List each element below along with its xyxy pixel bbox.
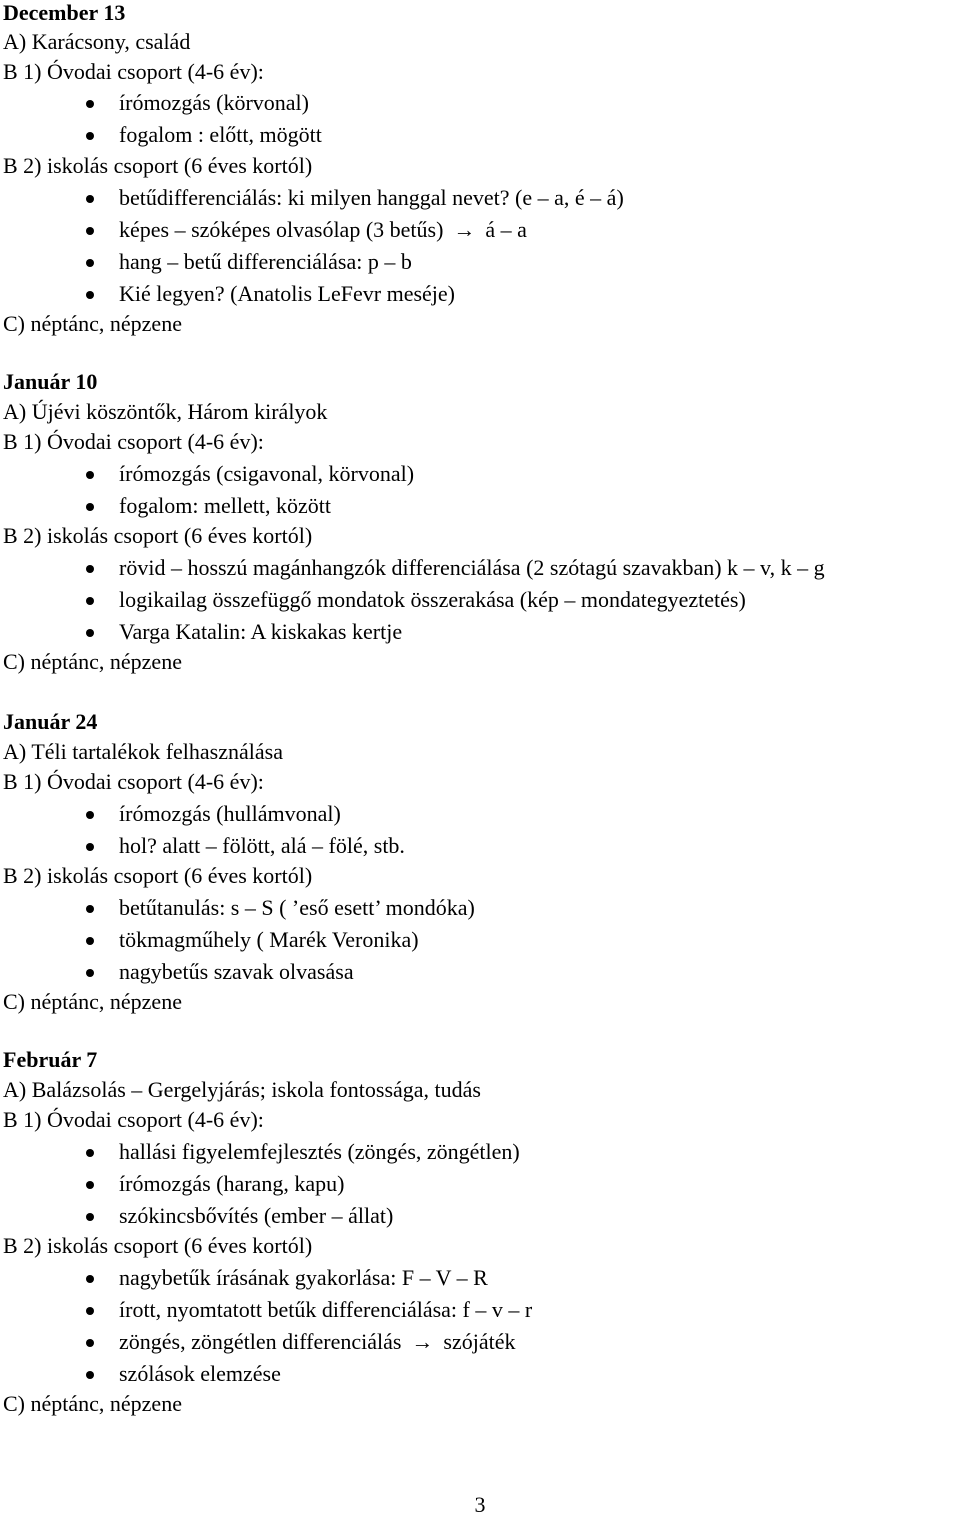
bullet-icon bbox=[86, 227, 94, 235]
bullet-text: zöngés, zöngétlen differenciálás bbox=[119, 1329, 402, 1354]
bullet-text: hang – betű differenciálása: p – b bbox=[119, 249, 412, 274]
bullet-icon bbox=[86, 132, 94, 140]
bullet-text: képes – szóképes olvasólap (3 betűs) bbox=[119, 217, 444, 242]
school-group-label: B 2) iskolás csoport (6 éves kortól) bbox=[3, 523, 313, 548]
bullet-text: írómozgás (körvonal) bbox=[119, 90, 309, 115]
bullet-item bbox=[119, 1361, 281, 1387]
bullet-text: hol? alatt – fölött, alá – fölé, stb. bbox=[119, 833, 405, 858]
bullet-item bbox=[119, 185, 624, 211]
bullet-item bbox=[119, 1171, 344, 1197]
right-arrow-icon: → bbox=[411, 1329, 434, 1354]
right-arrow-icon: → bbox=[453, 217, 476, 242]
folk-dance-line: C) néptánc, népzene bbox=[3, 649, 182, 674]
bullet-icon bbox=[86, 503, 94, 511]
bullet-item bbox=[119, 90, 309, 116]
bullet-icon bbox=[86, 1371, 94, 1379]
bullet-item bbox=[119, 1203, 393, 1229]
bullet-text: rövid – hosszú magánhangzók differenciálása (2 szótagú szavakban) k – v, k – g bbox=[119, 555, 825, 580]
bullet-item bbox=[119, 461, 414, 487]
preschool-group-label: B 1) Óvodai csoport (4-6 év): bbox=[3, 1107, 264, 1132]
school-group-label: B 2) iskolás csoport (6 éves kortól) bbox=[3, 1233, 313, 1258]
bullet-item bbox=[119, 493, 331, 519]
topic-line: A) Karácsony, család bbox=[3, 29, 191, 54]
bullet-item bbox=[119, 281, 455, 307]
bullet-item bbox=[119, 249, 412, 275]
section-heading: Január 24 bbox=[3, 709, 98, 734]
bullet-text: írott, nyomtatott betűk differenciálása: f – v – r bbox=[119, 1297, 533, 1322]
topic-line: A) Balázsolás – Gergelyjárás; iskola fontossága, tudás bbox=[3, 1077, 481, 1102]
bullet-icon bbox=[86, 597, 94, 605]
bullet-text: nagybetűs szavak olvasása bbox=[119, 959, 354, 984]
bullet-icon bbox=[86, 937, 94, 945]
bullet-item bbox=[119, 1329, 516, 1355]
bullet-icon bbox=[86, 1181, 94, 1189]
bullet-icon bbox=[86, 905, 94, 913]
bullet-text: betűdifferenciálás: ki milyen hanggal nevet? (e – a, é – á) bbox=[119, 185, 624, 210]
bullet-item bbox=[119, 801, 341, 827]
bullet-icon bbox=[86, 1275, 94, 1283]
bullet-item bbox=[119, 833, 405, 859]
bullet-text: fogalom: mellett, között bbox=[119, 493, 332, 518]
bullet-text: szókincsbővítés (ember – állat) bbox=[119, 1203, 394, 1228]
bullet-icon bbox=[86, 811, 94, 819]
bullet-item bbox=[119, 959, 354, 985]
bullet-icon bbox=[86, 100, 94, 108]
bullet-text: Kié legyen? (Anatolis LeFevr meséje) bbox=[119, 281, 455, 306]
bullet-text: írómozgás (harang, kapu) bbox=[119, 1171, 345, 1196]
bullet-item bbox=[119, 1297, 532, 1323]
preschool-group-label: B 1) Óvodai csoport (4-6 év): bbox=[3, 769, 264, 794]
topic-line: A) Téli tartalékok felhasználása bbox=[3, 739, 283, 764]
school-group-label: B 2) iskolás csoport (6 éves kortól) bbox=[3, 153, 313, 178]
bullet-text: írómozgás (csigavonal, körvonal) bbox=[119, 461, 415, 486]
bullet-icon bbox=[86, 1149, 94, 1157]
bullet-text: tökmagműhely ( Marék Veronika) bbox=[119, 927, 419, 952]
page-number: 3 bbox=[474, 1492, 486, 1517]
bullet-item bbox=[119, 555, 825, 581]
bullet-text-continued: szójáték bbox=[443, 1329, 516, 1354]
school-group-label: B 2) iskolás csoport (6 éves kortól) bbox=[3, 863, 313, 888]
topic-line: A) Újévi köszöntők, Három királyok bbox=[3, 399, 328, 424]
folk-dance-line: C) néptánc, népzene bbox=[3, 1391, 182, 1416]
bullet-item bbox=[119, 1265, 488, 1291]
bullet-item bbox=[119, 927, 419, 953]
bullet-text: Varga Katalin: A kiskakas kertje bbox=[119, 619, 403, 644]
bullet-icon bbox=[86, 565, 94, 573]
preschool-group-label: B 1) Óvodai csoport (4-6 év): bbox=[3, 59, 264, 84]
bullet-item bbox=[119, 587, 746, 613]
bullet-icon bbox=[86, 1213, 94, 1221]
bullet-icon bbox=[86, 843, 94, 851]
section-heading: Február 7 bbox=[3, 1047, 98, 1072]
bullet-icon bbox=[86, 291, 94, 299]
bullet-icon bbox=[86, 1307, 94, 1315]
bullet-text: fogalom : előtt, mögött bbox=[119, 122, 322, 147]
bullet-icon bbox=[86, 195, 94, 203]
bullet-icon bbox=[86, 629, 94, 637]
preschool-group-label: B 1) Óvodai csoport (4-6 év): bbox=[3, 429, 264, 454]
bullet-text: betűtanulás: s – S ( ’eső esett’ mondóka) bbox=[119, 895, 475, 920]
section-heading: Január 10 bbox=[3, 369, 98, 394]
bullet-item bbox=[119, 619, 402, 645]
folk-dance-line: C) néptánc, népzene bbox=[3, 989, 182, 1014]
bullet-item bbox=[119, 895, 475, 921]
bullet-item bbox=[119, 1139, 520, 1165]
folk-dance-line: C) néptánc, népzene bbox=[3, 311, 182, 336]
bullet-item bbox=[119, 122, 322, 148]
bullet-text-continued: á – a bbox=[485, 217, 527, 242]
bullet-icon bbox=[86, 471, 94, 479]
bullet-item bbox=[119, 217, 527, 243]
bullet-text: hallási figyelemfejlesztés (zöngés, zöngétlen) bbox=[119, 1139, 520, 1164]
bullet-text: írómozgás (hullámvonal) bbox=[119, 801, 341, 826]
bullet-text: szólások elemzése bbox=[119, 1361, 281, 1386]
bullet-icon bbox=[86, 1339, 94, 1347]
bullet-text: nagybetűk írásának gyakorlása: F – V – R bbox=[119, 1265, 488, 1290]
section-heading: December 13 bbox=[3, 0, 126, 25]
bullet-icon bbox=[86, 259, 94, 267]
bullet-icon bbox=[86, 969, 94, 977]
bullet-text: logikailag összefüggő mondatok összerakása (kép – mondategyeztetés) bbox=[119, 587, 746, 612]
